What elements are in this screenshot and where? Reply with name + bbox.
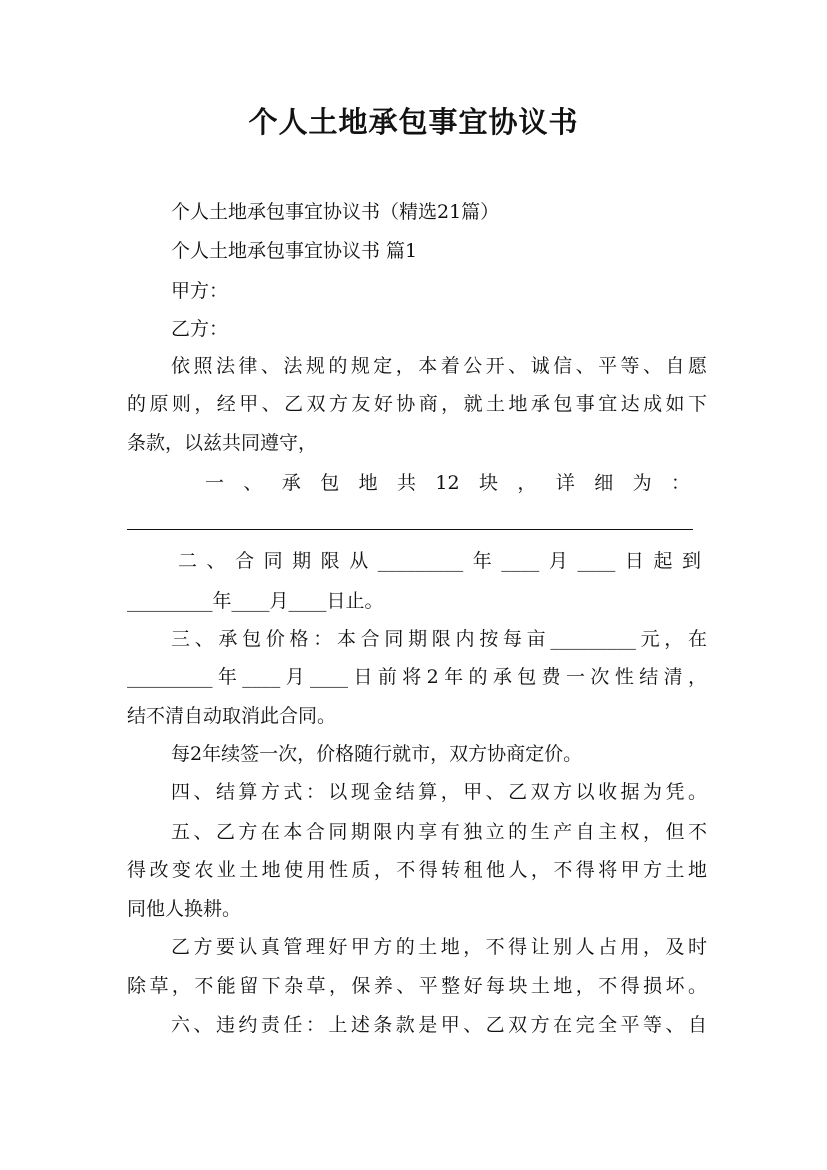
clause-line: _________年____月____日前将2年的承包费一次性结清， (127, 666, 707, 688)
clause-line: 一、承包地共12块，详细为： (205, 472, 690, 494)
clause-line: 四、结算方式：以现金结算，甲、乙双方以收据为凭。 (171, 781, 707, 803)
clause-line: 同他人换耕。 (127, 898, 242, 920)
party-b-label: 乙方： (171, 318, 229, 340)
paragraph-line: 依照法律、法规的规定，本着公开、诚信、平等、自愿 (171, 355, 707, 377)
clause-line: 结不清自动取消此合同。 (127, 705, 337, 727)
clause-line: 除草，不能留下杂草，保养、平整好每块土地，不得损坏。 (127, 975, 707, 997)
party-a-label: 甲方： (171, 280, 229, 302)
paragraph-line: 条款，以兹共同遵守， (127, 432, 318, 454)
clause-line: 三、承包价格：本合同期限内按每亩_________元，在 (171, 628, 707, 650)
blank-underline (127, 529, 693, 530)
document-title: 个人土地承包事宜协议书 (248, 105, 579, 139)
document-subtitle: 个人土地承包事宜协议书（精选21篇） (171, 201, 500, 223)
clause-line: 五、乙方在本合同期限内享有独立的生产自主权，但不 (171, 821, 707, 843)
clause-line: 乙方要认真管理好甲方的土地，不得让别人占用，及时 (171, 936, 707, 958)
clause-line: 每2年续签一次，价格随行就市，双方协商定价。 (171, 743, 583, 765)
paragraph-line: 的原则，经甲、乙双方友好协商，就土地承包事宜达成如下 (127, 393, 707, 415)
clause-line: 得改变农业土地使用性质，不得转租他人，不得将甲方土地 (127, 859, 707, 881)
clause-line: _________年____月____日止。 (127, 590, 384, 612)
clause-line: 二、合同期限从_________年____月____日起到 (178, 550, 701, 572)
section-heading: 个人土地承包事宜协议书 篇1 (171, 240, 418, 262)
clause-line: 六、违约责任：上述条款是甲、乙双方在完全平等、自 (171, 1014, 707, 1036)
